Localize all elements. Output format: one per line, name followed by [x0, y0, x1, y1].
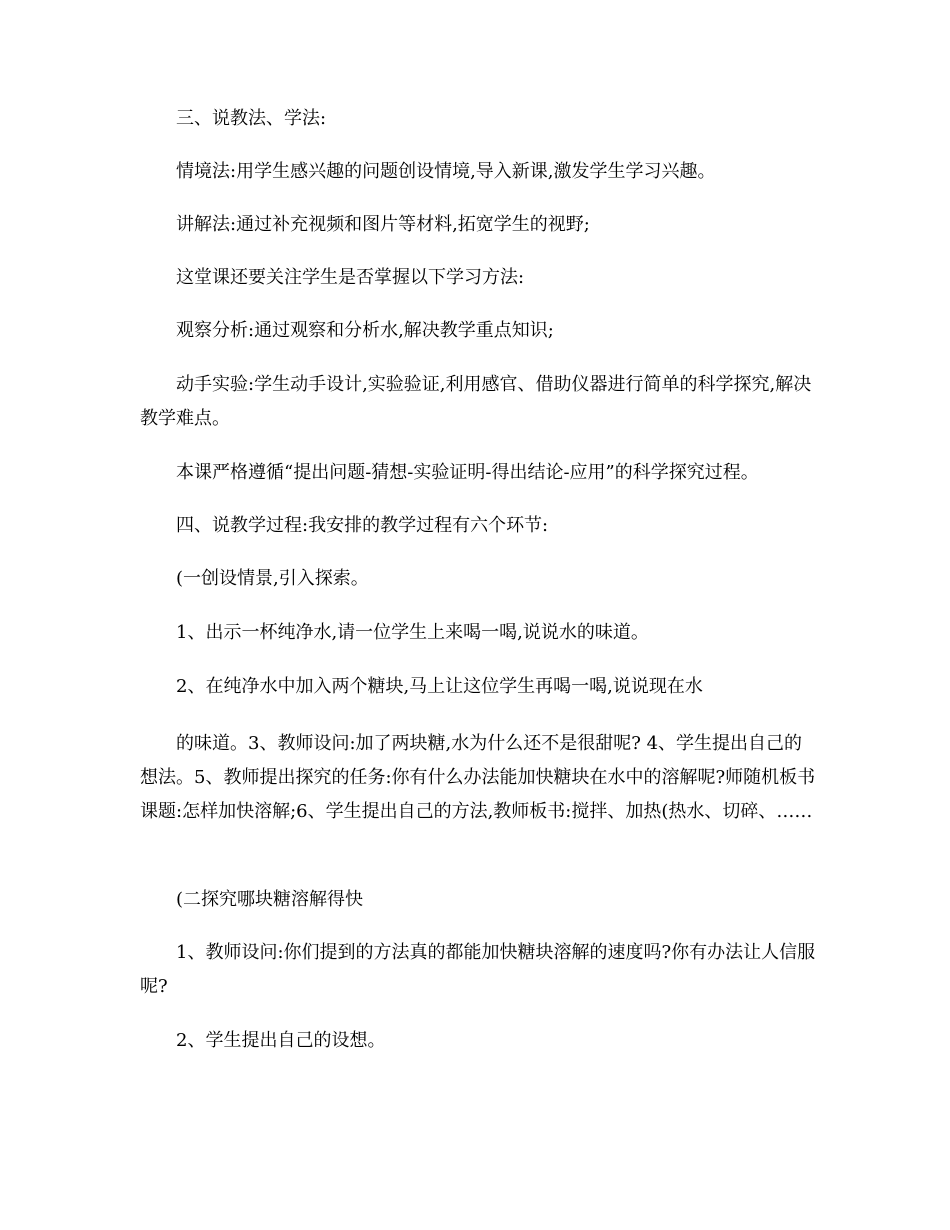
heading-teaching-process: 四、说教学过程:我安排的教学过程有六个环节: [176, 515, 549, 536]
subheading-explore-dissolving: (二探究哪块糖溶解得快 [176, 889, 364, 910]
list-item-explore-step-1: 1、教师设问:你们提到的方法真的都能加快糖块溶解的速度吗?你有办法让人信服呢? [140, 942, 816, 997]
paragraph-observation-analysis: 观察分析:通过观察和分析水,解决教学重点知识; [176, 320, 554, 341]
list-item-step-2: 2、在纯净水中加入两个糖块,马上让这位学生再喝一喝,说说现在水 [176, 676, 703, 697]
subheading-create-scenario: (一创设情景,引入探索。 [176, 568, 369, 589]
paragraph-inquiry-process: 本课严格遵循“提出问题-猜想-实验证明-得出结论-应用”的科学探究过程。 [176, 462, 759, 483]
paragraph-learning-methods-intro: 这堂课还要关注学生是否掌握以下学习方法: [176, 267, 525, 288]
paragraph-explanation-method: 讲解法:通过补充视频和图片等材料,拓宽学生的视野; [176, 214, 590, 235]
paragraph-steps-3-to-6: 的味道。3、教师设问:加了两块糖,水为什么还不是很甜呢? 4、学生提出自己的想法。5、教师提出探究的任务:你有什么办法能加快糖块在水中的溶解呢?师随机板书课题:怎样加快溶解;6、学生提出自己的方法,教师板书:搅拌、加热(热水、切碎、…… [140, 733, 816, 822]
list-item-explore-step-2: 2、学生提出自己的设想。 [176, 1030, 386, 1051]
heading-teaching-methods: 三、说教法、学法: [176, 108, 327, 129]
paragraph-hands-on-experiment: 动手实验:学生动手设计,实验验证,利用感官、借助仪器进行简单的科学探究,解决教学难点。 [140, 374, 812, 429]
paragraph-situation-method: 情境法:用学生感兴趣的问题创设情境,导入新课,激发学生学习兴趣。 [176, 161, 716, 182]
list-item-step-1: 1、出示一杯纯净水,请一位学生上来喝一喝,说说水的味道。 [176, 622, 649, 643]
